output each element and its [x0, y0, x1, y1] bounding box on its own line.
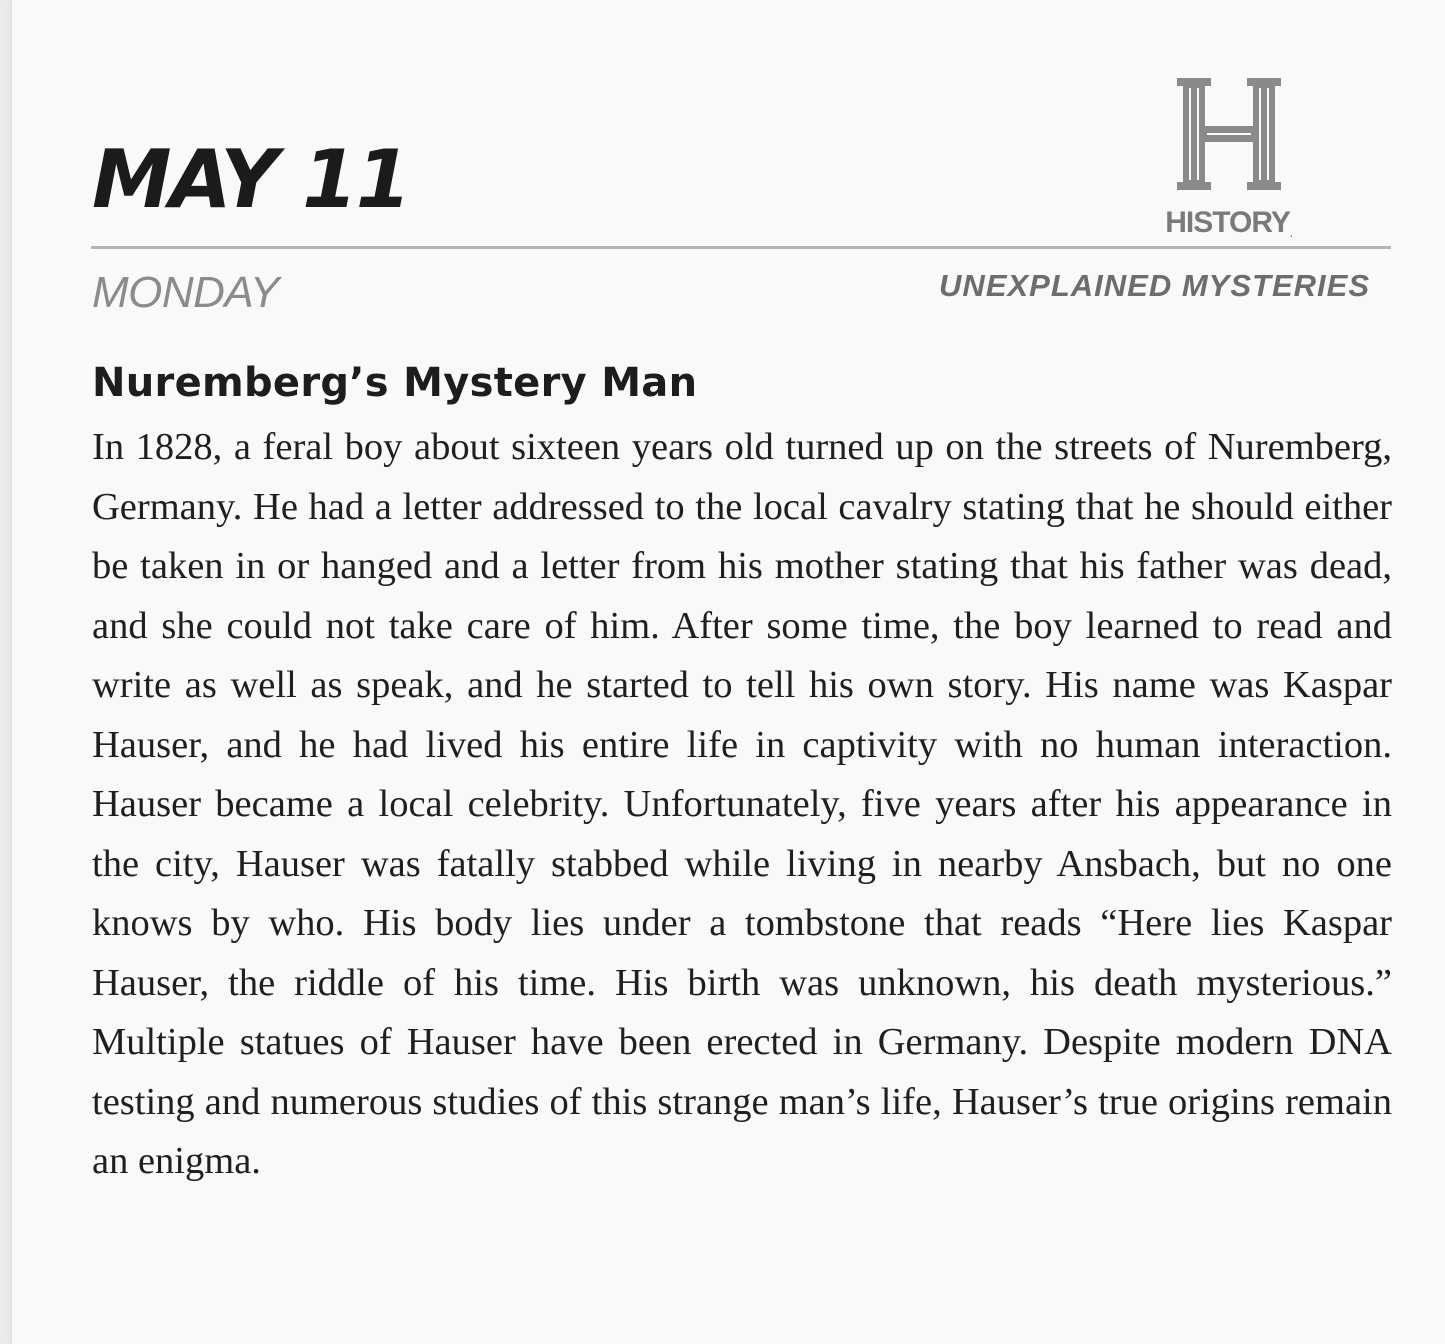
series-title: UNEXPLAINED MYSTERIES	[939, 268, 1370, 303]
calendar-page	[12, 0, 1445, 1344]
page-weekday: MONDAY	[92, 268, 279, 317]
history-logo	[1154, 74, 1304, 244]
article-body: In 1828, a feral boy about sixteen years old turned up on the streets of Nuremberg, Germany. He had a letter addressed to the local cavalry stating that he should either be taken in or hanged and a letter from his mother stating that his father was dead, and she could not take care of him. After some time, the boy learned to read and write as well as speak, and he started to tell his own story. His name was Kaspar Hauser, and he had lived his entire life in captivity with no human interaction. Hauser became a local celebrity. Unfortunately, five years after his appearance in the city, Hauser was fatally stabbed while living in nearby Ansbach, but no one knows by who. His body lies under a tombstone that reads “Here lies Kaspar Hauser, the riddle of his time. His birth was unknown, his death mysterious.” Multiple statues of Hauser have been erected in Germany. Despite modern DNA testing and numerous studies of this strange man’s life, Hauser’s true origins remain an enigma.	[92, 426, 1392, 1182]
article-title: Nuremberg’s Mystery Man	[92, 360, 698, 406]
history-h-logo-icon	[1173, 74, 1285, 194]
page-date: MAY 11	[92, 133, 410, 226]
header-divider	[91, 246, 1391, 249]
history-logo-text: HISTORY.	[1165, 206, 1293, 240]
